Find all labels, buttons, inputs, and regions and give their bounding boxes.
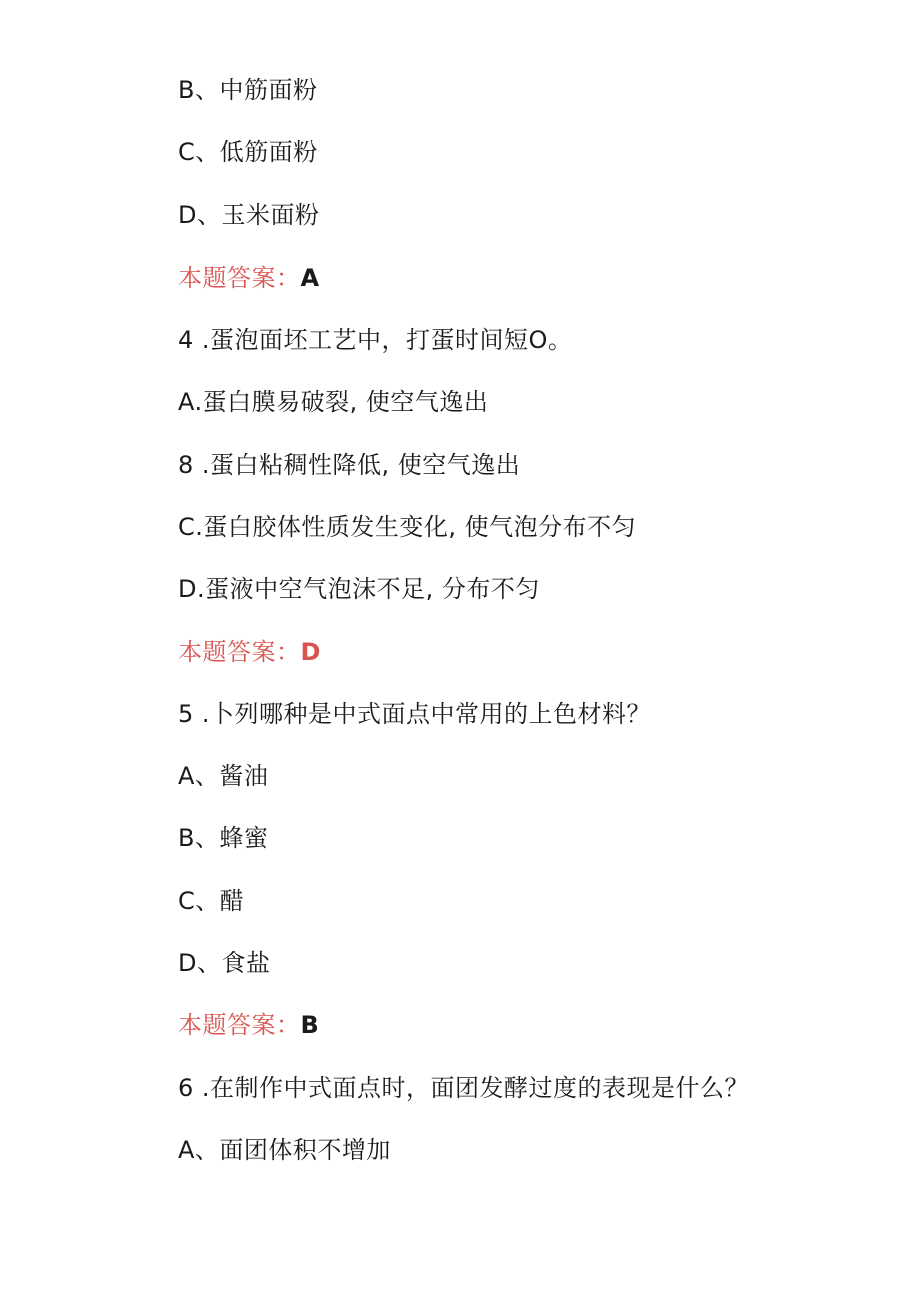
option-c-text: C、醋 — [178, 887, 245, 915]
answer-line — [178, 1009, 319, 1041]
answer-label: 本题答案： — [178, 638, 301, 666]
answer-label: 本题答案： — [178, 1011, 301, 1039]
answer-line — [178, 636, 321, 668]
answer-key: A — [300, 264, 320, 292]
answer-label: 本题答案： — [178, 264, 301, 292]
question-6-text: 6 .在制作中式面点时，面团发酵过度的表现是什么？ — [178, 1074, 750, 1102]
option-c-text: C、低筋面粉 — [178, 138, 318, 166]
answer-line — [178, 262, 320, 294]
option-d-text: D.蛋液中空气泡沫不足, 分布不匀 — [178, 575, 540, 603]
answer-key: B — [300, 1011, 320, 1039]
option-a-text: A.蛋白膜易破裂, 使空气逸出 — [178, 388, 489, 416]
question-4-text: 4 .蛋泡面坯工艺中，打蛋时间短O。 — [178, 326, 573, 354]
option-b-text: B、中筋面粉 — [178, 76, 318, 104]
option-a-text: A、面团体积不增加 — [178, 1136, 391, 1164]
option-d-text: D、食盐 — [178, 949, 271, 977]
option-c-text: C.蛋白胶体性质发生变化, 使气泡分布不匀 — [178, 513, 637, 541]
question-5-text: 5 .卜列哪种是中式面点中常用的上色材料？ — [178, 700, 652, 728]
option-b-text: B、蜂蜜 — [178, 824, 269, 852]
option-d-text: D、玉米面粉 — [178, 201, 320, 229]
option-a-text: A、酱油 — [178, 762, 269, 790]
answer-key: D — [300, 638, 321, 666]
option-8-text: 8 .蛋白粘稠性降低, 使空气逸出 — [178, 451, 521, 479]
